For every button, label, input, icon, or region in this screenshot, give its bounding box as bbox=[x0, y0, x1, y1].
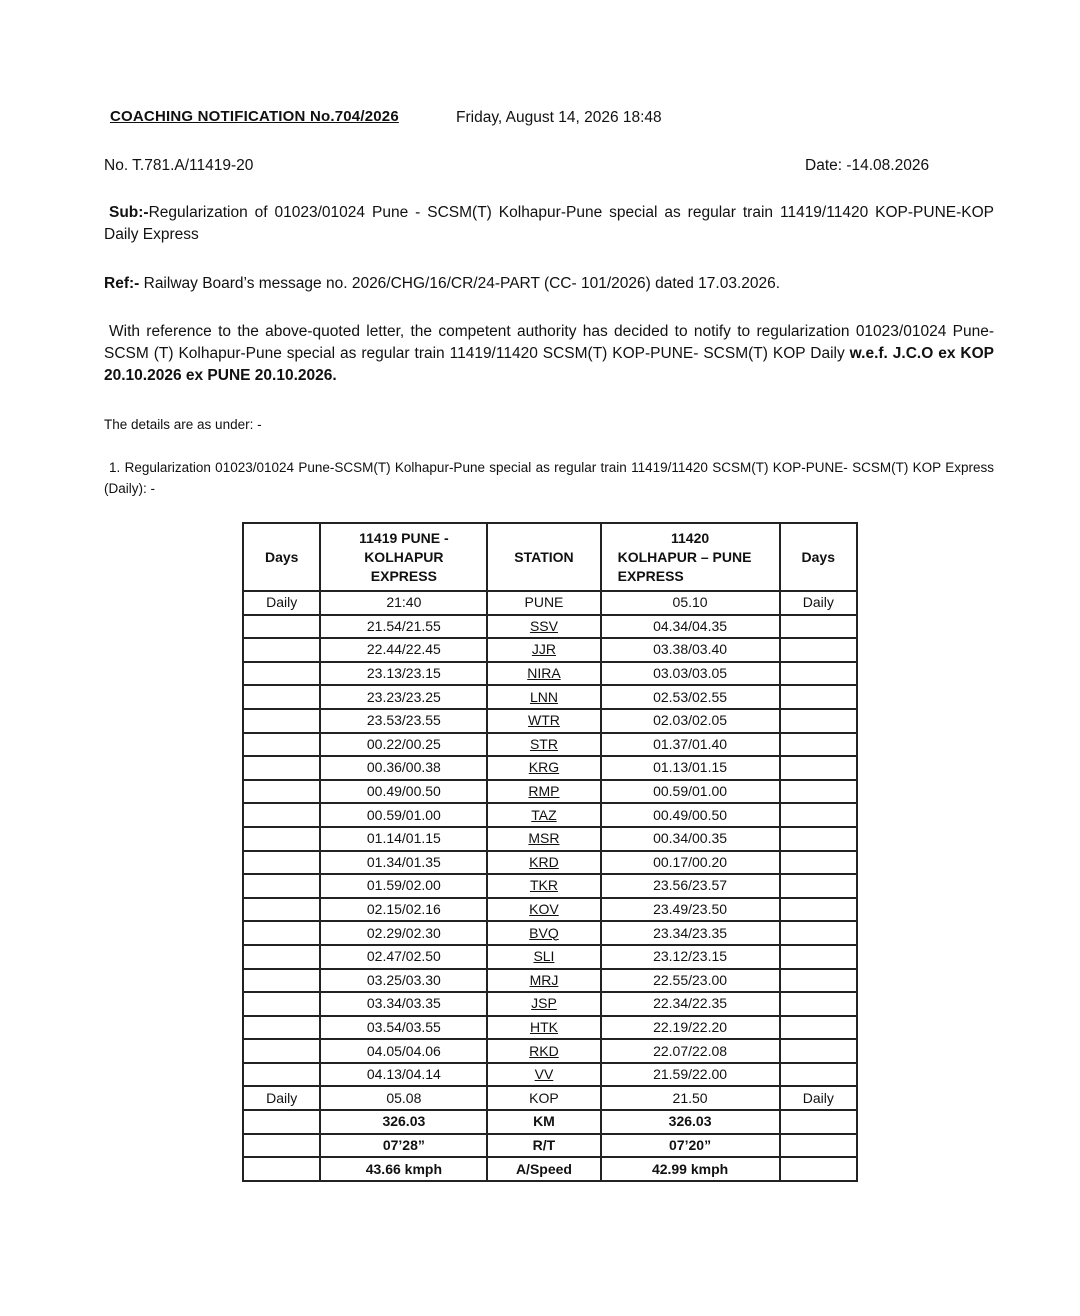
table-row bbox=[243, 874, 857, 898]
days-right-cell: Daily bbox=[780, 591, 857, 615]
days-left-cell bbox=[243, 1039, 320, 1063]
header-days-right: Days bbox=[780, 523, 857, 591]
train-11420-time-cell: 23.56/23.57 bbox=[601, 874, 780, 898]
train-11419-time-cell: 23.23/23.25 bbox=[320, 685, 487, 709]
body-paragraph bbox=[104, 321, 994, 387]
summary-empty-left bbox=[243, 1134, 320, 1158]
days-left-cell bbox=[243, 945, 320, 969]
days-right-cell bbox=[780, 733, 857, 757]
table-row bbox=[243, 969, 857, 993]
header-days-left: Days bbox=[243, 523, 320, 591]
days-left-cell bbox=[243, 921, 320, 945]
header-11420-line1: 11420 bbox=[670, 529, 710, 546]
header-11420-line3: EXPRESS bbox=[617, 567, 684, 584]
table-row bbox=[243, 615, 857, 639]
station-code-cell: BVQ bbox=[487, 921, 600, 945]
days-left-cell bbox=[243, 1016, 320, 1040]
train-11420-time-cell: 04.34/04.35 bbox=[601, 615, 780, 639]
summary-row bbox=[243, 1157, 857, 1181]
days-left-cell bbox=[243, 851, 320, 875]
table-row bbox=[243, 662, 857, 686]
train-11419-time-cell: 00.22/00.25 bbox=[320, 733, 487, 757]
header-11419 bbox=[320, 523, 487, 591]
station-code-cell: WTR bbox=[487, 709, 600, 733]
station-code-cell: SLI bbox=[487, 945, 600, 969]
train-11420-time-cell: 22.07/22.08 bbox=[601, 1039, 780, 1063]
header-11419-line2: KOLHAPUR bbox=[364, 548, 444, 565]
summary-empty-left bbox=[243, 1157, 320, 1181]
summary-empty-left bbox=[243, 1110, 320, 1134]
table-row bbox=[243, 992, 857, 1016]
subject-paragraph bbox=[104, 202, 994, 246]
summary-empty-right bbox=[780, 1157, 857, 1181]
train-11420-time-cell: 23.12/23.15 bbox=[601, 945, 780, 969]
train-11420-time-cell: 22.34/22.35 bbox=[601, 992, 780, 1016]
station-code-cell: TKR bbox=[487, 874, 600, 898]
summary-11420-value: 326.03 bbox=[601, 1110, 780, 1134]
train-11419-time-cell: 00.49/00.50 bbox=[320, 780, 487, 804]
header-11420 bbox=[601, 523, 780, 591]
days-left-cell bbox=[243, 803, 320, 827]
body-text: With reference to the above-quoted letter, the competent authority has decided to notify to regularization 01023/01024 Pune-SCSM (T) Kolhapur-Pune special as regular train 11419/11420 SCSM(T) KOP-PUNE- SCSM(T) KOP Daily bbox=[104, 323, 994, 362]
train-11419-time-cell: 01.14/01.15 bbox=[320, 827, 487, 851]
days-right-cell bbox=[780, 1063, 857, 1087]
item-1-description: 1. Regularization 01023/01024 Pune-SCSM(T) Kolhapur-Pune special as regular train 11419/11420 SCSM(T) KOP-PUNE- SCSM(T) KOP Express (Daily): - bbox=[104, 460, 994, 496]
train-11419-time-cell: 02.15/02.16 bbox=[320, 898, 487, 922]
table-row bbox=[243, 851, 857, 875]
train-11420-time-cell: 05.10 bbox=[601, 591, 780, 615]
station-code-cell: MRJ bbox=[487, 969, 600, 993]
subject-text: Regularization of 01023/01024 Pune - SCSM(T) Kolhapur-Pune special as regular train 11419/11420 KOP-PUNE-KOP Daily Express bbox=[104, 204, 994, 243]
train-11419-time-cell: 03.54/03.55 bbox=[320, 1016, 487, 1040]
days-right-cell bbox=[780, 685, 857, 709]
train-11419-time-cell: 03.25/03.30 bbox=[320, 969, 487, 993]
table-row bbox=[243, 1063, 857, 1087]
days-right-cell bbox=[780, 638, 857, 662]
train-11419-time-cell: 01.34/01.35 bbox=[320, 851, 487, 875]
table-row bbox=[243, 803, 857, 827]
station-code-cell: LNN bbox=[487, 685, 600, 709]
days-right-cell bbox=[780, 780, 857, 804]
days-right-cell bbox=[780, 898, 857, 922]
train-11420-time-cell: 02.03/02.05 bbox=[601, 709, 780, 733]
reference-paragraph bbox=[104, 273, 994, 295]
days-right-cell bbox=[780, 662, 857, 686]
table-row bbox=[243, 709, 857, 733]
train-11420-time-cell: 03.38/03.40 bbox=[601, 638, 780, 662]
table-row bbox=[243, 685, 857, 709]
header-11419-line1: 11419 PUNE - bbox=[359, 529, 449, 546]
train-11420-time-cell: 21.50 bbox=[601, 1086, 780, 1110]
station-code-cell: STR bbox=[487, 733, 600, 757]
days-left-cell bbox=[243, 992, 320, 1016]
station-code-cell: KRD bbox=[487, 851, 600, 875]
reference-label: Ref:- bbox=[104, 275, 140, 292]
days-left-cell bbox=[243, 874, 320, 898]
table-row bbox=[243, 1016, 857, 1040]
train-11420-time-cell: 00.17/00.20 bbox=[601, 851, 780, 875]
station-code-cell: RKD bbox=[487, 1039, 600, 1063]
train-11420-time-cell: 23.34/23.35 bbox=[601, 921, 780, 945]
table-row bbox=[243, 1086, 857, 1110]
train-11419-time-cell: 21:40 bbox=[320, 591, 487, 615]
days-right-cell: Daily bbox=[780, 1086, 857, 1110]
days-right-cell bbox=[780, 1016, 857, 1040]
station-code-cell: JJR bbox=[487, 638, 600, 662]
days-left-cell bbox=[243, 756, 320, 780]
table-row bbox=[243, 921, 857, 945]
days-right-cell bbox=[780, 921, 857, 945]
train-11420-time-cell: 00.34/00.35 bbox=[601, 827, 780, 851]
timetable bbox=[242, 522, 858, 1182]
timetable-body bbox=[243, 591, 857, 1181]
table-row bbox=[243, 591, 857, 615]
station-code-cell: PUNE bbox=[487, 591, 600, 615]
table-row bbox=[243, 1039, 857, 1063]
station-code-cell: NIRA bbox=[487, 662, 600, 686]
days-left-cell bbox=[243, 1063, 320, 1087]
subject-label: Sub:- bbox=[109, 204, 149, 221]
days-left-cell bbox=[243, 638, 320, 662]
summary-row bbox=[243, 1134, 857, 1158]
train-11419-time-cell: 02.47/02.50 bbox=[320, 945, 487, 969]
summary-label: R/T bbox=[487, 1134, 600, 1158]
days-left-cell bbox=[243, 685, 320, 709]
summary-empty-right bbox=[780, 1110, 857, 1134]
notification-timestamp: Friday, August 14, 2026 18:48 bbox=[456, 109, 662, 126]
table-row bbox=[243, 756, 857, 780]
days-right-cell bbox=[780, 969, 857, 993]
train-11419-time-cell: 03.34/03.35 bbox=[320, 992, 487, 1016]
train-11419-time-cell: 05.08 bbox=[320, 1086, 487, 1110]
train-11420-time-cell: 03.03/03.05 bbox=[601, 662, 780, 686]
days-left-cell bbox=[243, 969, 320, 993]
train-11419-time-cell: 23.13/23.15 bbox=[320, 662, 487, 686]
train-11419-time-cell: 01.59/02.00 bbox=[320, 874, 487, 898]
summary-11420-value: 07’20” bbox=[601, 1134, 780, 1158]
train-11419-time-cell: 21.54/21.55 bbox=[320, 615, 487, 639]
days-right-cell bbox=[780, 615, 857, 639]
summary-label: KM bbox=[487, 1110, 600, 1134]
station-code-cell: SSV bbox=[487, 615, 600, 639]
header-11420-line2: KOLHAPUR – PUNE bbox=[617, 548, 752, 565]
train-11419-time-cell: 00.36/00.38 bbox=[320, 756, 487, 780]
train-11420-time-cell: 01.37/01.40 bbox=[601, 733, 780, 757]
days-right-cell bbox=[780, 851, 857, 875]
station-code-cell: MSR bbox=[487, 827, 600, 851]
days-left-cell bbox=[243, 780, 320, 804]
summary-label: A/Speed bbox=[487, 1157, 600, 1181]
summary-empty-right bbox=[780, 1134, 857, 1158]
train-11419-time-cell: 23.53/23.55 bbox=[320, 709, 487, 733]
station-code-cell: TAZ bbox=[487, 803, 600, 827]
train-11420-time-cell: 23.49/23.50 bbox=[601, 898, 780, 922]
days-right-cell bbox=[780, 1039, 857, 1063]
table-row bbox=[243, 945, 857, 969]
train-11419-time-cell: 04.05/04.06 bbox=[320, 1039, 487, 1063]
station-code-cell: VV bbox=[487, 1063, 600, 1087]
train-11420-time-cell: 01.13/01.15 bbox=[601, 756, 780, 780]
station-code-cell: HTK bbox=[487, 1016, 600, 1040]
summary-11419-value: 07’28” bbox=[320, 1134, 487, 1158]
station-code-cell: KOP bbox=[487, 1086, 600, 1110]
train-11420-time-cell: 00.49/00.50 bbox=[601, 803, 780, 827]
station-code-cell: JSP bbox=[487, 992, 600, 1016]
days-left-cell bbox=[243, 709, 320, 733]
notification-title: COACHING NOTIFICATION No.704/2026 bbox=[110, 108, 399, 125]
table-row bbox=[243, 733, 857, 757]
days-left-cell bbox=[243, 733, 320, 757]
days-right-cell bbox=[780, 803, 857, 827]
train-11419-time-cell: 02.29/02.30 bbox=[320, 921, 487, 945]
summary-row bbox=[243, 1110, 857, 1134]
reference-text: Railway Board’s message no. 2026/CHG/16/CR/24-PART (CC- 101/2026) dated 17.03.2026. bbox=[139, 275, 781, 292]
days-left-cell bbox=[243, 898, 320, 922]
train-11420-time-cell: 00.59/01.00 bbox=[601, 780, 780, 804]
train-11419-time-cell: 04.13/04.14 bbox=[320, 1063, 487, 1087]
days-right-cell bbox=[780, 874, 857, 898]
days-right-cell bbox=[780, 945, 857, 969]
train-11419-time-cell: 00.59/01.00 bbox=[320, 803, 487, 827]
summary-11419-value: 43.66 kmph bbox=[320, 1157, 487, 1181]
table-row bbox=[243, 780, 857, 804]
header-station: STATION bbox=[487, 523, 600, 591]
details-intro: The details are as under: - bbox=[104, 417, 262, 432]
header-11419-line3: EXPRESS bbox=[370, 567, 437, 584]
station-code-cell: KOV bbox=[487, 898, 600, 922]
train-11420-time-cell: 02.53/02.55 bbox=[601, 685, 780, 709]
train-11419-time-cell: 22.44/22.45 bbox=[320, 638, 487, 662]
train-11420-time-cell: 21.59/22.00 bbox=[601, 1063, 780, 1087]
summary-11419-value: 326.03 bbox=[320, 1110, 487, 1134]
days-right-cell bbox=[780, 709, 857, 733]
station-code-cell: KRG bbox=[487, 756, 600, 780]
days-left-cell: Daily bbox=[243, 591, 320, 615]
letter-date: Date: -14.08.2026 bbox=[805, 157, 930, 174]
table-row bbox=[243, 827, 857, 851]
summary-11420-value: 42.99 kmph bbox=[601, 1157, 780, 1181]
body-effective-date: w.e.f. J.C.O ex KOP 20.10.2026 ex PUNE 20.10.2026. bbox=[104, 345, 994, 384]
days-left-cell bbox=[243, 662, 320, 686]
table-row bbox=[243, 638, 857, 662]
days-right-cell bbox=[780, 756, 857, 780]
table-row bbox=[243, 898, 857, 922]
days-right-cell bbox=[780, 992, 857, 1016]
days-left-cell: Daily bbox=[243, 1086, 320, 1110]
days-left-cell bbox=[243, 827, 320, 851]
days-right-cell bbox=[780, 827, 857, 851]
days-left-cell bbox=[243, 615, 320, 639]
station-code-cell: RMP bbox=[487, 780, 600, 804]
timetable-header-row bbox=[243, 523, 857, 591]
train-11420-time-cell: 22.19/22.20 bbox=[601, 1016, 780, 1040]
letter-reference-number: No. T.781.A/11419-20 bbox=[104, 157, 254, 174]
train-11420-time-cell: 22.55/23.00 bbox=[601, 969, 780, 993]
